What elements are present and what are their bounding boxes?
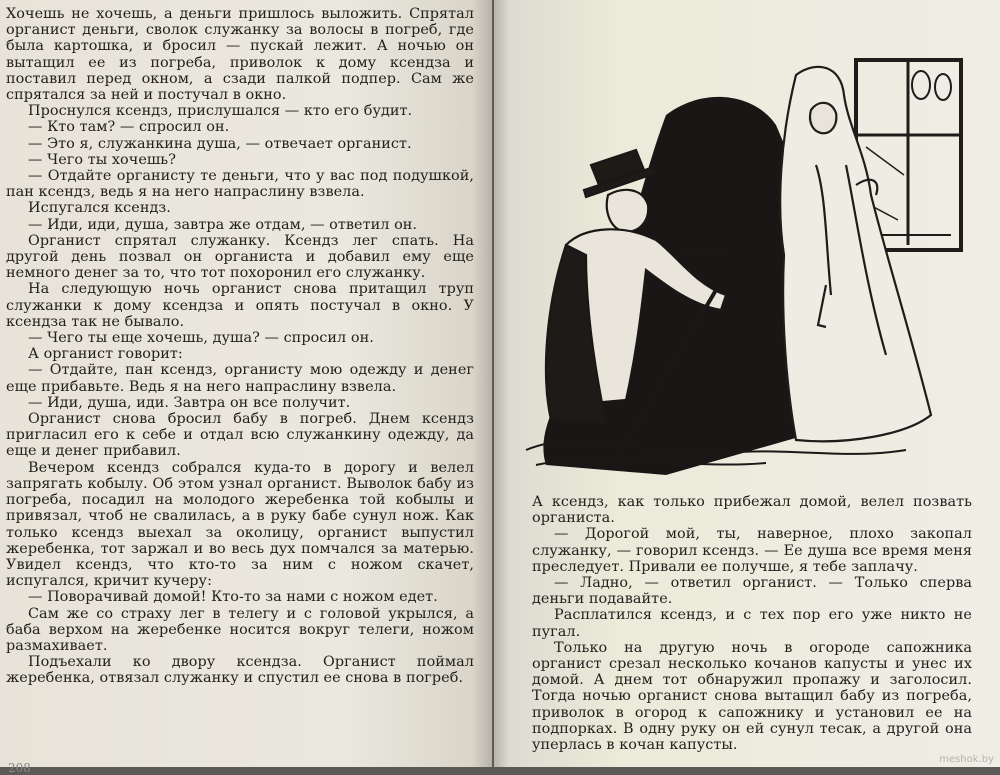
paragraph: Испугался ксендз. [28, 200, 171, 217]
paragraph: А органист говорит: [28, 346, 183, 363]
paragraph: — Чего ты хочешь? [28, 151, 176, 168]
paragraph: — Кто там? — спросил он. [28, 119, 230, 136]
paragraph: — Дорогой мой, ты, наверное, плохо закопал служанку, — говорил ксендз. — Ее душа все время меня преследует. Привали ее получше, я тебе заплачу. [532, 526, 972, 575]
paragraph: — Ладно, — ответил органист. — Только сперва деньги подавайте. [532, 575, 972, 608]
right-page-text [532, 494, 972, 753]
paragraph: Только на другую ночь в огороде сапожника органист срезал несколько кочанов капусты и унес их домой. А днем тот обнаружил пропажу и заголосил. Тогда ночью органист снова вытащил бабу из погреба, приволок в огород к сапожнику и установил ее на подпорках. В одну руку он ей сунул тесак, а другой она уперлась в кочан капусты. [532, 639, 972, 754]
paragraph: Сам же со страху лег в телегу и с головой укрылся, а баба верхом на жеребенке носится вокруг телеги, ножом размахивает. [6, 605, 474, 654]
paragraph: — Это я, служанкина душа, — отвечает органист. [28, 135, 412, 152]
paragraph: Хочешь не хочешь, а деньги пришлось выложить. Спрятал органист деньги, сволок служанку за волосы в погреб, где была картошка, и бросил — пускай лежит. А ночью он вытащил ее из погреба, приволок к дому ксендза и поставил перед окном, а сзади палкой подпер. Сам же спрятался за ней и постучал в окно. [6, 6, 474, 104]
left-page-text [6, 6, 474, 687]
paragraph: — Иди, иди, душа, завтра же отдам, — ответил он. [28, 216, 418, 233]
paragraph: — Иди, душа, иди. Завтра он все получит. [28, 394, 351, 411]
watermark: meshok.by [939, 754, 994, 765]
paragraph: Органист спрятал служанку. Ксендз лег спать. На другой день позвал он органиста и добавил ему еще немного денег за то, что тот похоронил его служанку. [6, 232, 474, 282]
paragraph: — Отдайте, пан ксендз, органисту мою одежду и денег еще прибавьте. Ведь я на него напраслину взвела. [6, 362, 474, 395]
paragraph: Вечером ксендз собрался куда-то в дорогу и велел запрягать кобылу. Об этом узнал органист. Выволок бабу из погреба, посадил на молодого жеребенка той кобылы и привязал, чтоб не свалилась, а в руку бабе сунул нож. Как только ксендз выехал за околицу, органист выпустил жеребенка, тот заржал и во весь дух помчался за матерью. Увидел ксендз, что кто-то за ним с ножом скачет, испугался, кричит кучеру: [6, 459, 474, 590]
book-illustration-icon [526, 55, 974, 480]
paragraph: — Отдайте органисту те деньги, что у вас под подушкой, пан ксендз, ведь я на него напраслину взвела. [6, 168, 474, 201]
left-page [0, 0, 492, 775]
paragraph: — Чего ты еще хочешь, душа? — спросил он. [28, 330, 374, 347]
paragraph: Проснулся ксендз, прислушался — кто его будит. [28, 103, 413, 120]
paragraph: Подъехали ко двору ксендза. Органист поймал жеребенка, отвязал служанку и спустил ее снова в погреб. [6, 654, 474, 687]
paragraph: На следующую ночь органист снова притащил труп служанки к дому ксендза и опять постучал в окно. У ксендза так не бывало. [6, 281, 474, 330]
paragraph: Расплатился ксендз, и с тех пор его уже никто не пугал. [532, 607, 972, 640]
paragraph: А ксендз, как только прибежал домой, велел позвать органиста. [532, 494, 972, 527]
page-number: 208 [8, 761, 31, 775]
paragraph: Органист снова бросил бабу в погреб. Днем ксендз пригласил его к себе и отдал всю служанкину одежду, да еще и денег прибавил. [6, 411, 474, 460]
paragraph: — Поворачивай домой! Кто-то за нами с ножом едет. [28, 589, 438, 606]
